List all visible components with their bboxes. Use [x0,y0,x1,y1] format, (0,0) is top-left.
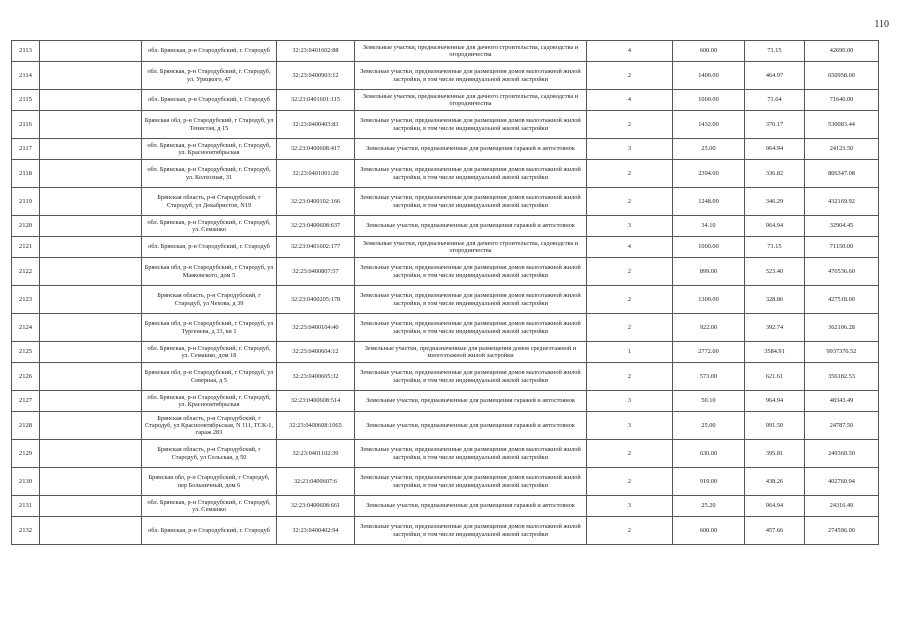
area: 630.00 [673,440,745,468]
specific-value: 346.29 [745,188,805,216]
row-number: 2114 [12,62,40,90]
cadastral-value: 432169.92 [805,188,879,216]
row-number: 2117 [12,139,40,160]
cadastral-value: 24123.50 [805,139,879,160]
specific-value: 964.94 [745,216,805,237]
table-row [12,111,879,139]
table-row [12,41,879,62]
specific-value: 71.15 [745,237,805,258]
land-use-type: Земельные участки, предназначенные для размещения домов малоэтажной жилой застройки, в том числе индивидуальной жилой застройки [355,188,587,216]
table-body [12,41,879,545]
area: 25.20 [673,496,745,517]
area: 600.00 [673,517,745,545]
table-row [12,258,879,286]
specific-value: 464.97 [745,62,805,90]
blank-cell [40,111,142,139]
specific-value: 523.40 [745,258,805,286]
blank-cell [40,363,142,391]
cadastral-value: 402760.94 [805,468,879,496]
row-number: 2120 [12,216,40,237]
cadastral-number: 32:23:0400403:83 [277,111,355,139]
category: 4 [587,90,673,111]
address: обл. Брянская, р-н Стародубский, г. Стародуб, ул. Семашко [142,216,277,237]
address: обл. Брянская, р-н Стародубский, г. Стародуб, ул. Красноoктябрьская [142,391,277,412]
blank-cell [40,314,142,342]
specific-value: 964.94 [745,391,805,412]
address: обл. Брянская, р-н Стародубский, г. Стародуб [142,517,277,545]
table-row [12,237,879,258]
table-row [12,412,879,440]
cadastral-value: 9937370.52 [805,342,879,363]
row-number: 2118 [12,160,40,188]
category: 2 [587,62,673,90]
blank-cell [40,41,142,62]
table-row [12,188,879,216]
blank-cell [40,139,142,160]
category: 3 [587,412,673,440]
blank-cell [40,237,142,258]
row-number: 2122 [12,258,40,286]
area: 919.00 [673,468,745,496]
area: 922.00 [673,314,745,342]
address: обл. Брянская, р-н Стародубский, г. Стародуб, ул. Урицкого, 47 [142,62,277,90]
category: 3 [587,496,673,517]
specific-value: 71.64 [745,90,805,111]
cadastral-value: 48343.49 [805,391,879,412]
area: 1000.00 [673,90,745,111]
land-use-type: Земельные участки, предназначенные для размещения домов малоэтажной жилой застройки, в том числе индивидуальной жилой застройки [355,363,587,391]
cadastral-number: 32:23:0400102:166 [277,188,355,216]
address: обл. Брянская, р-н Стародубский, г. Стародуб, ул. Семашко, дом 18 [142,342,277,363]
cadastral-number: 32:23:0400205:178 [277,286,355,314]
row-number: 2125 [12,342,40,363]
area: 600.00 [673,41,745,62]
cadastral-value: 71640.00 [805,90,879,111]
row-number: 2116 [12,111,40,139]
cadastral-number: 32:23:0401602:177 [277,237,355,258]
address: Брянская обл, р-н Стародубский, г Стародуб, ул Маяковского, дом 5 [142,258,277,286]
category: 2 [587,188,673,216]
address: обл. Брянская, р-н Стародубский, г. Стародуб [142,41,277,62]
address: Брянская обл, р-н Стародубский, г Стародуб, пер Больничный, дом 6 [142,468,277,496]
cadastral-number: 32:23:0400605:32 [277,363,355,391]
blank-cell [40,258,142,286]
cadastral-number: 32:23:0401602:88 [277,41,355,62]
address: обл. Брянская, р-н Стародубский, г. Стародуб, ул. Красноoктябрьская [142,139,277,160]
row-number: 2123 [12,286,40,314]
specific-value: 964.94 [745,139,805,160]
category: 4 [587,237,673,258]
category: 2 [587,286,673,314]
table-row [12,342,879,363]
row-number: 2119 [12,188,40,216]
category: 3 [587,391,673,412]
land-use-type: Земельные участки, предназначенные для размещения гаражей и автостоянок [355,139,587,160]
category: 2 [587,160,673,188]
land-use-type: Земельные участки, предназначенные для размещения гаражей и автостоянок [355,412,587,440]
land-use-type: Земельные участки, предназначенные для дачного строительства, садоводства и огородничества [355,90,587,111]
specific-value: 336.82 [745,160,805,188]
cadastral-value: 249360.30 [805,440,879,468]
cadastral-value: 362106.28 [805,314,879,342]
row-number: 2115 [12,90,40,111]
blank-cell [40,412,142,440]
specific-value: 370.17 [745,111,805,139]
cadastral-number: 32:23:0401102:39 [277,440,355,468]
table-row [12,468,879,496]
address: Брянская область, р-н Стародубский, г Стародуб, ул Чехова, д 39 [142,286,277,314]
area: 573.00 [673,363,745,391]
cadastral-number: 32:23:0400607:6 [277,468,355,496]
table-row [12,517,879,545]
row-number: 2129 [12,440,40,468]
area: 2772.00 [673,342,745,363]
table-row [12,391,879,412]
land-use-type: Земельные участки, предназначенные для размещения гаражей и автостоянок [355,496,587,517]
specific-value: 438.26 [745,468,805,496]
table-row [12,363,879,391]
area: 25.00 [673,412,745,440]
area: 25.00 [673,139,745,160]
row-number: 2130 [12,468,40,496]
address: Брянская обл, р-н Стародубский, г Стародуб, ул Тенистая, д 15 [142,111,277,139]
row-number: 2132 [12,517,40,545]
row-number: 2131 [12,496,40,517]
land-use-type: Земельные участки, предназначенные для дачного строительства, садоводства и огородничества [355,237,587,258]
land-use-type: Земельные участки, предназначенные для размещения домов малоэтажной жилой застройки, в том числе индивидуальной жилой застройки [355,286,587,314]
category: 3 [587,216,673,237]
cadastral-value: 274596.00 [805,517,879,545]
area: 50.10 [673,391,745,412]
row-number: 2124 [12,314,40,342]
row-number: 2127 [12,391,40,412]
row-number: 2121 [12,237,40,258]
category: 2 [587,111,673,139]
table-row [12,90,879,111]
land-use-type: Земельные участки, предназначенные для размещения гаражей и автостоянок [355,216,587,237]
address: обл. Брянская, р-н Стародубский, г. Стародуб, ул. Колхозная, 31 [142,160,277,188]
land-use-type: Земельные участки, предназначенные для размещения гаражей и автостоянок [355,391,587,412]
blank-cell [40,517,142,545]
address: обл. Брянская, р-н Стародубский, г. Стародуб, ул. Семашко [142,496,277,517]
table-row [12,314,879,342]
cadastral-number: 32:23:0400608:514 [277,391,355,412]
land-use-type: Земельные участки, предназначенные для размещения домов малоэтажной жилой застройки, в том числе индивидуальной жилой застройки [355,468,587,496]
cadastral-value: 356182.53 [805,363,879,391]
cadastral-number: 32:23:0400604:12 [277,342,355,363]
cadastral-table [11,40,879,545]
land-use-type: Земельные участки, предназначенные для размещения домов малоэтажной жилой застройки, в том числе индивидуальной жилой застройки [355,111,587,139]
specific-value: 621.61 [745,363,805,391]
specific-value: 328.86 [745,286,805,314]
blank-cell [40,391,142,412]
specific-value: 71.15 [745,41,805,62]
cadastral-value: 42690.00 [805,41,879,62]
cadastral-value: 24316.49 [805,496,879,517]
cadastral-value: 650958.00 [805,62,879,90]
cadastral-value: 71150.00 [805,237,879,258]
land-use-type: Земельные участки, предназначенные для размещения домов малоэтажной жилой застройки, в том числе индивидуальной жилой застройки [355,314,587,342]
cadastral-value: 32904.45 [805,216,879,237]
area: 1248.00 [673,188,745,216]
table-row [12,160,879,188]
specific-value: 395.81 [745,440,805,468]
specific-value: 964.94 [745,496,805,517]
cadastral-value: 530083.44 [805,111,879,139]
blank-cell [40,188,142,216]
address: Брянская область, р-н Стародубский, г Стародуб, ул Сельская, д 50 [142,440,277,468]
area: 2394.00 [673,160,745,188]
cadastral-number: 32:23:0400608:661 [277,496,355,517]
table-row [12,286,879,314]
area: 1432.00 [673,111,745,139]
table-row [12,496,879,517]
blank-cell [40,160,142,188]
address: Брянская обл, р-н Стародубский, г Стародуб, ул Северная, д 5 [142,363,277,391]
cadastral-number: 32:23:0400807:57 [277,258,355,286]
cadastral-value: 806347.08 [805,160,879,188]
row-number: 2128 [12,412,40,440]
land-use-type: Земельные участки, предназначенные для дачного строительства, садоводства и огородничества [355,41,587,62]
cadastral-number: 32:23:0400608:417 [277,139,355,160]
area: 1300.00 [673,286,745,314]
specific-value: 392.74 [745,314,805,342]
category: 2 [587,363,673,391]
address: обл. Брянская, р-н Стародубский, г. Стародуб [142,237,277,258]
table-row [12,62,879,90]
table-row [12,216,879,237]
row-number: 2126 [12,363,40,391]
area: 899.00 [673,258,745,286]
area: 1400.00 [673,62,745,90]
address: Брянская область, р-н Стародубский, г Стародуб, ул Красноoктябрьская, N 111, ГСК-1, гараж 283 [142,412,277,440]
blank-cell [40,90,142,111]
table-row [12,440,879,468]
land-use-type: Земельные участки, предназначенные для размещения домов малоэтажной жилой застройки, в том числе индивидуальной жилой застройки [355,160,587,188]
cadastral-value: 24787.50 [805,412,879,440]
blank-cell [40,468,142,496]
land-use-type: Земельные участки, предназначенные для размещения домов малоэтажной жилой застройки, в том числе индивидуальной жилой застройки [355,62,587,90]
blank-cell [40,286,142,314]
category: 2 [587,517,673,545]
category: 2 [587,440,673,468]
specific-value: 3584.91 [745,342,805,363]
cadastral-value: 470536.60 [805,258,879,286]
address: Брянская обл, р-н Стародубский, г Стародуб, ул Тургенева, д 33, кв 1 [142,314,277,342]
cadastral-number: 32:23:0400402:94 [277,517,355,545]
land-use-type: Земельные участки, предназначенные для размещения домов малоэтажной жилой застройки, в том числе индивидуальной жилой застройки [355,517,587,545]
cadastral-number: 32:23:0401601:115 [277,90,355,111]
blank-cell [40,440,142,468]
cadastral-number: 32:23:0400903:12 [277,62,355,90]
address: Брянская область, р-н Стародубский, г Стародуб, ул Декабристов, N19 [142,188,277,216]
category: 2 [587,468,673,496]
category: 3 [587,139,673,160]
land-use-type: Земельные участки, предназначенные для размещения домов среднеэтажной и многоэтажной жилой застройки [355,342,587,363]
category: 1 [587,342,673,363]
land-use-type: Земельные участки, предназначенные для размещения домов малоэтажной жилой застройки, в том числе индивидуальной жилой застройки [355,258,587,286]
land-use-type: Земельные участки, предназначенные для размещения домов малоэтажной жилой застройки, в том числе индивидуальной жилой застройки [355,440,587,468]
table-row [12,139,879,160]
row-number: 2113 [12,41,40,62]
blank-cell [40,62,142,90]
address: обл. Брянская, р-н Стародубский, г. Стародуб [142,90,277,111]
page-number: 110 [874,19,889,30]
category: 2 [587,258,673,286]
specific-value: 991.50 [745,412,805,440]
cadastral-number: 32:23:0401001:20 [277,160,355,188]
specific-value: 457.66 [745,517,805,545]
blank-cell [40,496,142,517]
blank-cell [40,342,142,363]
area: 34.10 [673,216,745,237]
area: 1000.00 [673,237,745,258]
cadastral-number: 32:23:0400104:40 [277,314,355,342]
cadastral-value: 427518.00 [805,286,879,314]
cadastral-number: 32:23:0400608:637 [277,216,355,237]
cadastral-number: 32:23:0400608:1065 [277,412,355,440]
blank-cell [40,216,142,237]
category: 4 [587,41,673,62]
category: 2 [587,314,673,342]
